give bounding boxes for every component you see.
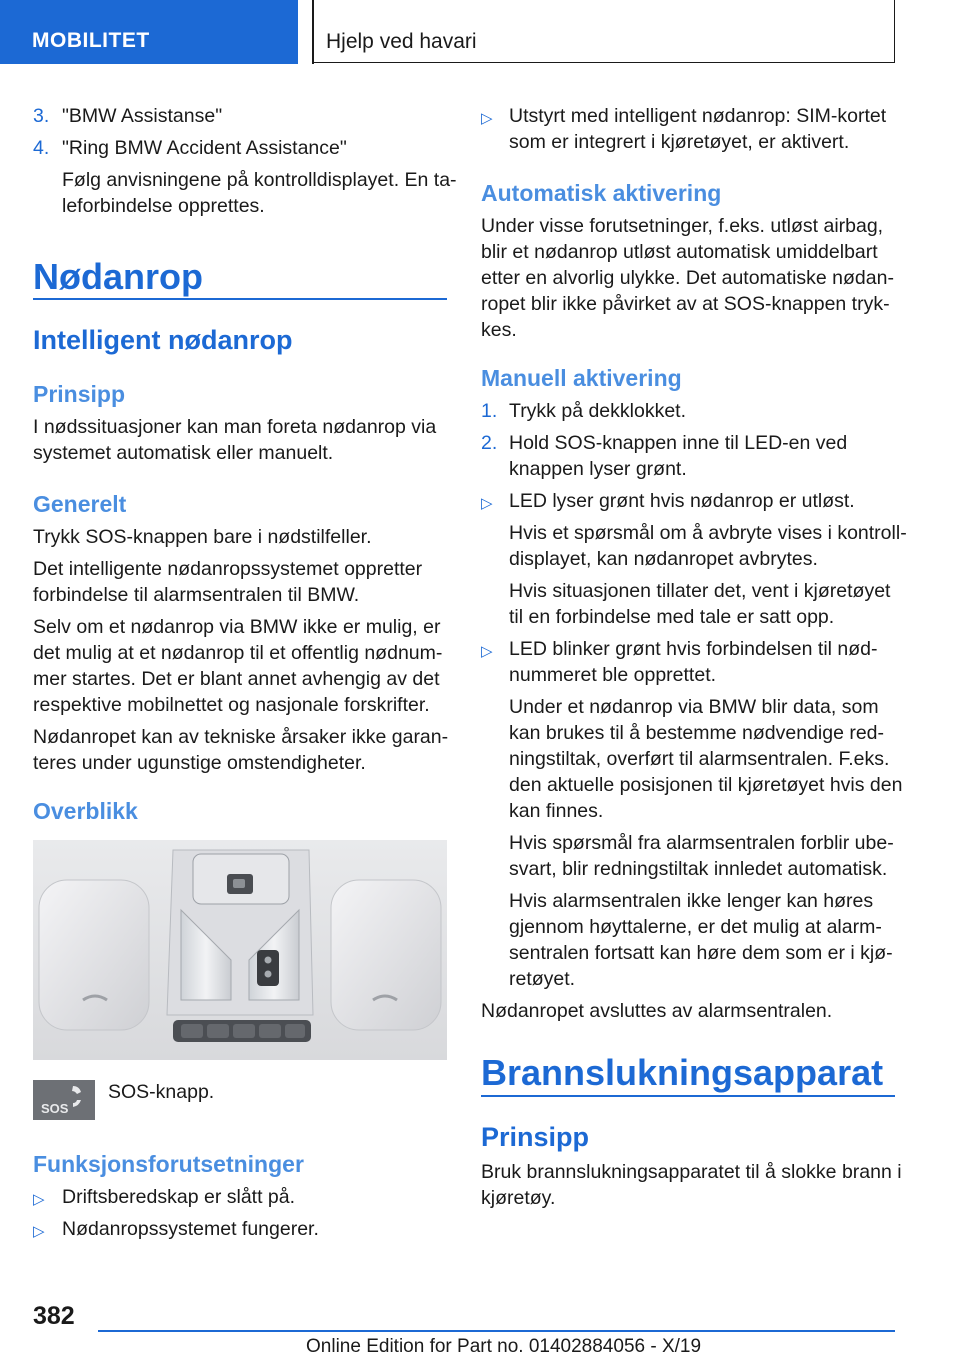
paragraph-line: ropet blir ikke påvirket av at SOS-knappen tryk- — [481, 293, 890, 315]
step-text: Hold SOS-knappen inne til LED-en ved — [509, 432, 848, 454]
heading-rule — [33, 298, 447, 300]
paragraph-line: mer startes. Det er blant annet avhengig av det — [33, 668, 440, 690]
paragraph-line: kes. — [481, 319, 517, 341]
paragraph-line: det mulig at et nødanrop til et offentlig nødnum- — [33, 642, 443, 664]
list-item-note: Hvis situasjonen tillater det, vent i kjøretøyet — [509, 580, 891, 602]
section-tab: MOBILITET — [0, 0, 298, 64]
list-item-note: Hvis alarmsentralen ikke lenger kan høres — [509, 890, 874, 912]
list-item-note: ningstiltak, overført til alarmsentralen. F.eks. — [509, 748, 890, 770]
paragraph-line: Nødanropet kan av tekniske årsaker ikke garan- — [33, 726, 449, 748]
paragraph-line: I nødssituasjoner kan man foreta nødanrop via — [33, 416, 437, 438]
subsection-heading: Automatisk aktivering — [481, 180, 722, 206]
paragraph-line: Trykk SOS-knappen bare i nødstilfeller. — [33, 526, 372, 548]
paragraph-line: teres under ugunstige omstendigheter. — [33, 752, 366, 774]
bullet-icon: ▷ — [33, 1223, 45, 1240]
list-item: Utstyrt med intelligent nødanrop: SIM-kortet — [509, 105, 887, 127]
list-item-note: svart, blir redningstiltak innledet automatisk. — [509, 858, 888, 880]
list-item-note: Under et nødanrop via BMW blir data, som — [509, 696, 879, 718]
paragraph-line: etter en alvorlig ulykke. Det automatiske nødan- — [481, 267, 894, 289]
sos-button-icon — [33, 1080, 95, 1120]
chapter-title: Hjelp ved havari — [326, 30, 477, 53]
footer-rule — [98, 1330, 895, 1332]
chapter-heading: Nødanrop — [33, 256, 203, 297]
section-heading: Prinsipp — [481, 1122, 590, 1152]
header-divider — [312, 0, 314, 64]
list-item-note: den aktuelle posisjonen til kjøretøyet hvis den — [509, 774, 903, 796]
paragraph-line: Nødanropet avsluttes av alarmsentralen. — [481, 1000, 833, 1022]
bullet-icon: ▷ — [481, 110, 493, 127]
step-text: "Ring BMW Accident Assistance" — [62, 137, 347, 159]
bullet-icon: ▷ — [33, 1191, 45, 1208]
step-number: 3. — [33, 105, 50, 127]
paragraph-line: systemet automatisk eller manuelt. — [33, 442, 334, 464]
bullet-icon: ▷ — [481, 643, 493, 660]
list-item-note: sentralen fortsatt kan høre dem som er i kjø- — [509, 942, 893, 964]
list-item-note: kan finnes. — [509, 800, 604, 822]
list-item-note: Hvis spørsmål fra alarmsentralen forblir ube- — [509, 832, 894, 854]
step-note: leforbindelse opprettes. — [62, 195, 265, 217]
subsection-heading: Generelt — [33, 491, 127, 517]
step-text: knappen lyser grønt. — [509, 458, 687, 480]
step-text: "BMW Assistanse" — [62, 105, 223, 127]
paragraph-line: blir et nødanrop utløst automatisk umiddelbart — [481, 241, 878, 263]
bullet-icon: ▷ — [481, 495, 493, 512]
subsection-heading: Manuell aktivering — [481, 365, 682, 391]
footer-edition: Online Edition for Part no. 01402884056 - X/19 — [306, 1336, 702, 1357]
subsection-heading: Overblikk — [33, 798, 138, 824]
paragraph-line: respektive mobilnettet og nasjonale forskrifter. — [33, 694, 430, 716]
list-item-note: displayet, kan nødanropet avbrytes. — [509, 548, 818, 570]
sos-icon-label: SOS — [41, 1101, 69, 1116]
paragraph-line: Det intelligente nødanropssystemet oppretter — [33, 558, 423, 580]
paragraph-line: Bruk brannslukningsapparatet til å slokke brann i — [481, 1161, 902, 1183]
paragraph-line: forbindelse til alarmsentralen til BMW. — [33, 584, 360, 606]
list-item-note: kan brukes til å bestemme nødvendige red- — [509, 722, 885, 744]
list-item: som er integrert i kjøretøyet, er aktivert. — [509, 131, 850, 153]
overhead-console-image — [33, 840, 447, 1060]
list-item-note: gjennom høyttalerne, er det mulig at alarm- — [509, 916, 882, 938]
list-item-note: Hvis et spørsmål om å avbryte vises i kontroll- — [509, 522, 907, 544]
list-item-note: til en forbindelse med tale er satt opp. — [509, 606, 835, 628]
list-item: Nødanropssystemet fungerer. — [62, 1218, 319, 1240]
list-item: LED lyser grønt hvis nødanrop er utløst. — [509, 490, 855, 512]
section-heading: Intelligent nødanrop — [33, 325, 293, 355]
subsection-heading: Prinsipp — [33, 381, 126, 407]
paragraph-line: Under visse forutsetninger, f.eks. utløst airbag, — [481, 215, 884, 237]
step-note: Følg anvisningene på kontrolldisplayet. En ta- — [62, 169, 457, 191]
chapter-heading: Brannslukningsapparat — [481, 1052, 884, 1093]
list-item-note: retøyet. — [509, 968, 576, 990]
step-number: 4. — [33, 137, 50, 159]
step-text: Trykk på dekklokket. — [509, 400, 687, 422]
paragraph-line: kjøretøy. — [481, 1187, 556, 1209]
subsection-heading: Funksjonsforutsetninger — [33, 1151, 304, 1177]
heading-rule — [481, 1095, 895, 1097]
image-caption: SOS-knapp. — [108, 1081, 215, 1103]
step-number: 1. — [481, 400, 498, 422]
list-item: LED blinker grønt hvis forbindelsen til nød- — [509, 638, 878, 660]
list-item: Driftsberedskap er slått på. — [62, 1186, 296, 1208]
list-item: nummeret ble opprettet. — [509, 664, 717, 686]
paragraph-line: Selv om et nødanrop via BMW ikke er mulig, er — [33, 616, 441, 638]
page-number: 382 — [33, 1302, 75, 1330]
step-number: 2. — [481, 432, 498, 454]
